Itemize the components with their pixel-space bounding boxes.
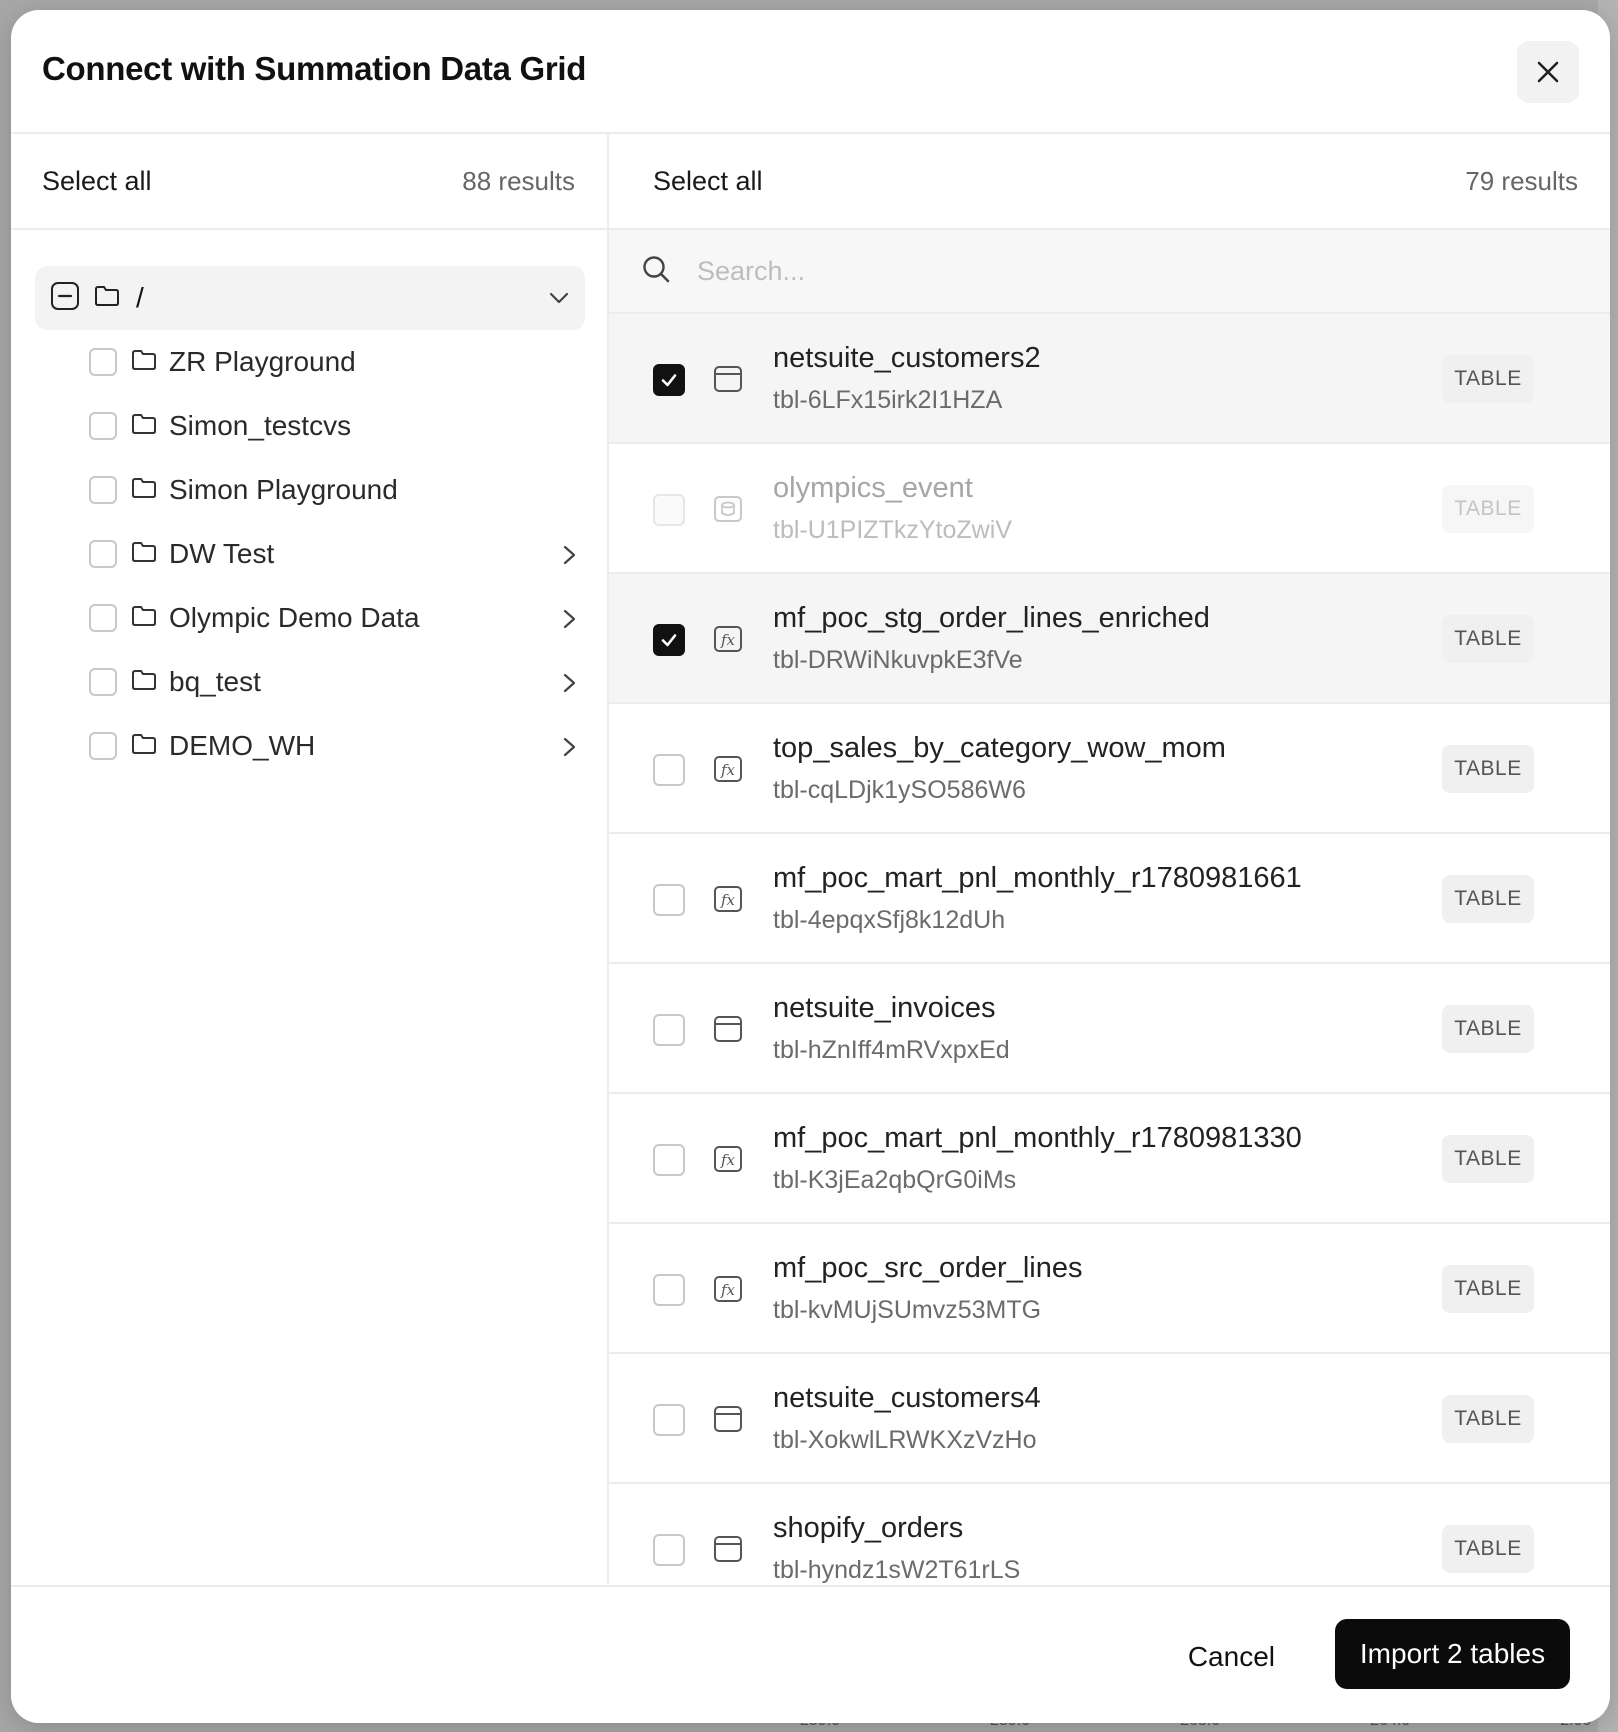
connect-modal	[11, 10, 1610, 1723]
table-row[interactable]	[609, 964, 1610, 1094]
table-name: netsuite_invoices	[773, 992, 996, 1024]
folder-icon	[131, 348, 157, 377]
folder-label: DEMO_WH	[169, 730, 316, 761]
check-icon	[659, 370, 679, 390]
database-icon	[713, 494, 743, 529]
type-badge: TABLE	[1442, 875, 1534, 923]
folder-checkbox[interactable]	[89, 540, 117, 568]
type-badge: TABLE	[1442, 485, 1534, 533]
table-row[interactable]	[609, 1484, 1610, 1585]
table-row[interactable]	[609, 574, 1610, 704]
modal-title: Connect with Summation Data Grid	[42, 50, 587, 87]
table-icon	[713, 1404, 743, 1439]
table-checkbox[interactable]	[653, 884, 685, 916]
folder-pane-header	[11, 134, 607, 230]
table-name: mf_poc_src_order_lines	[773, 1252, 1083, 1284]
table-row[interactable]	[609, 314, 1610, 444]
search-bar	[609, 230, 1610, 314]
folder-item[interactable]	[89, 714, 589, 778]
folder-checkbox[interactable]	[89, 732, 117, 760]
table-id: tbl-hZnIff4mRVxpxEd	[773, 1036, 1010, 1064]
type-badge: TABLE	[1442, 1395, 1534, 1443]
folder-icon	[131, 540, 157, 569]
table-name: mf_poc_mart_pnl_monthly_r1780981330	[773, 1122, 1302, 1154]
formula-icon	[713, 754, 743, 789]
table-name: netsuite_customers4	[773, 1382, 1041, 1414]
table-list	[609, 314, 1610, 1585]
close-icon	[1535, 59, 1561, 85]
folder-item[interactable]	[89, 330, 589, 394]
table-row	[609, 444, 1610, 574]
table-id: tbl-kvMUjSUmvz53MTG	[773, 1296, 1042, 1324]
table-id: tbl-6LFx15irk2I1HZA	[773, 386, 1003, 414]
folder-list	[89, 330, 589, 778]
table-pane-header	[609, 134, 1610, 230]
formula-icon	[713, 1144, 743, 1179]
folder-checkbox[interactable]	[89, 604, 117, 632]
close-button[interactable]	[1517, 41, 1579, 103]
folder-icon	[131, 476, 157, 505]
formula-icon	[713, 884, 743, 919]
folder-label: Simon Playground	[169, 474, 398, 505]
table-select-all[interactable]: Select all	[653, 165, 763, 196]
svg-text:fx: fx	[720, 761, 736, 779]
folder-item[interactable]	[89, 458, 589, 522]
root-folder-row[interactable]	[35, 266, 585, 330]
table-checkbox[interactable]	[653, 754, 685, 786]
table-checkbox[interactable]	[653, 1274, 685, 1306]
table-name: shopify_orders	[773, 1512, 964, 1544]
type-badge: TABLE	[1442, 1525, 1534, 1573]
folder-item[interactable]	[89, 650, 589, 714]
modal-header	[11, 10, 1610, 134]
folder-result-count: 88 results	[462, 165, 575, 196]
cancel-button[interactable]: Cancel	[1168, 1629, 1295, 1685]
table-id: tbl-4epqxSfj8k12dUh	[773, 906, 1006, 934]
table-checkbox	[653, 494, 685, 526]
folder-checkbox[interactable]	[89, 348, 117, 376]
type-badge: TABLE	[1442, 1135, 1534, 1183]
chevron-right-icon[interactable]	[559, 672, 579, 699]
folder-item[interactable]	[89, 586, 589, 650]
svg-text:fx: fx	[720, 631, 736, 649]
folder-label: Olympic Demo Data	[169, 602, 420, 633]
folder-label: Simon_testcvs	[169, 410, 352, 441]
root-partial-checkbox[interactable]	[50, 281, 80, 316]
type-badge: TABLE	[1442, 1005, 1534, 1053]
folder-item[interactable]	[89, 394, 589, 458]
table-icon	[713, 1014, 743, 1049]
table-checkbox[interactable]	[653, 624, 685, 656]
search-input[interactable]	[697, 256, 1397, 287]
table-id: tbl-U1PIZTkzYtoZwiV	[773, 516, 1012, 544]
root-folder-label: /	[136, 282, 144, 313]
type-badge: TABLE	[1442, 615, 1534, 663]
formula-icon	[713, 1274, 743, 1309]
folder-label: DW Test	[169, 538, 275, 569]
table-checkbox[interactable]	[653, 1534, 685, 1566]
type-badge: TABLE	[1442, 355, 1534, 403]
table-row[interactable]	[609, 1354, 1610, 1484]
folder-checkbox[interactable]	[89, 476, 117, 504]
folder-checkbox[interactable]	[89, 668, 117, 696]
table-id: tbl-DRWiNkuvpkE3fVe	[773, 646, 1023, 674]
folder-icon	[131, 412, 157, 441]
table-row[interactable]	[609, 834, 1610, 964]
table-checkbox[interactable]	[653, 1014, 685, 1046]
chevron-right-icon[interactable]	[559, 608, 579, 635]
table-id: tbl-XokwlLRWKXzVzHo	[773, 1426, 1037, 1454]
svg-text:fx: fx	[720, 891, 736, 909]
folder-pane	[11, 134, 609, 1585]
table-icon	[713, 364, 743, 399]
search-icon	[641, 254, 671, 289]
table-row[interactable]	[609, 1094, 1610, 1224]
modal-footer	[11, 1585, 1610, 1723]
folder-icon	[131, 668, 157, 697]
folder-icon	[131, 604, 157, 633]
folder-checkbox[interactable]	[89, 412, 117, 440]
svg-text:fx: fx	[720, 1281, 736, 1299]
type-badge: TABLE	[1442, 745, 1534, 793]
chevron-down-icon[interactable]	[547, 286, 571, 315]
table-checkbox[interactable]	[653, 364, 685, 396]
folder-select-all[interactable]: Select all	[42, 165, 152, 196]
svg-text:fx: fx	[720, 1151, 736, 1169]
chevron-right-icon[interactable]	[559, 736, 579, 763]
table-id: tbl-hyndz1sW2T61rLS	[773, 1556, 1021, 1584]
chevron-right-icon[interactable]	[559, 544, 579, 571]
table-name: netsuite_customers2	[773, 342, 1041, 374]
folder-icon	[131, 732, 157, 761]
table-result-count: 79 results	[1465, 165, 1578, 196]
folder-label: bq_test	[169, 666, 261, 697]
table-name: mf_poc_mart_pnl_monthly_r1780981661	[773, 862, 1302, 894]
table-icon	[713, 1534, 743, 1569]
table-name: top_sales_by_category_wow_mom	[773, 732, 1226, 764]
table-pane	[609, 134, 1610, 1585]
type-badge: TABLE	[1442, 1265, 1534, 1313]
table-row[interactable]	[609, 1224, 1610, 1354]
folder-item[interactable]	[89, 522, 589, 586]
table-name: mf_poc_stg_order_lines_enriched	[773, 602, 1210, 634]
folder-icon	[94, 284, 120, 313]
table-checkbox[interactable]	[653, 1404, 685, 1436]
minus-square-icon	[50, 281, 80, 311]
formula-icon	[713, 624, 743, 659]
table-id: tbl-cqLDjk1ySO586W6	[773, 776, 1026, 804]
table-name: olympics_event	[773, 472, 973, 504]
folder-label: ZR Playground	[169, 346, 356, 377]
table-row[interactable]	[609, 704, 1610, 834]
import-button[interactable]: Import 2 tables	[1335, 1619, 1570, 1689]
table-checkbox[interactable]	[653, 1144, 685, 1176]
table-id: tbl-K3jEa2qbQrG0iMs	[773, 1166, 1017, 1194]
check-icon	[659, 630, 679, 650]
